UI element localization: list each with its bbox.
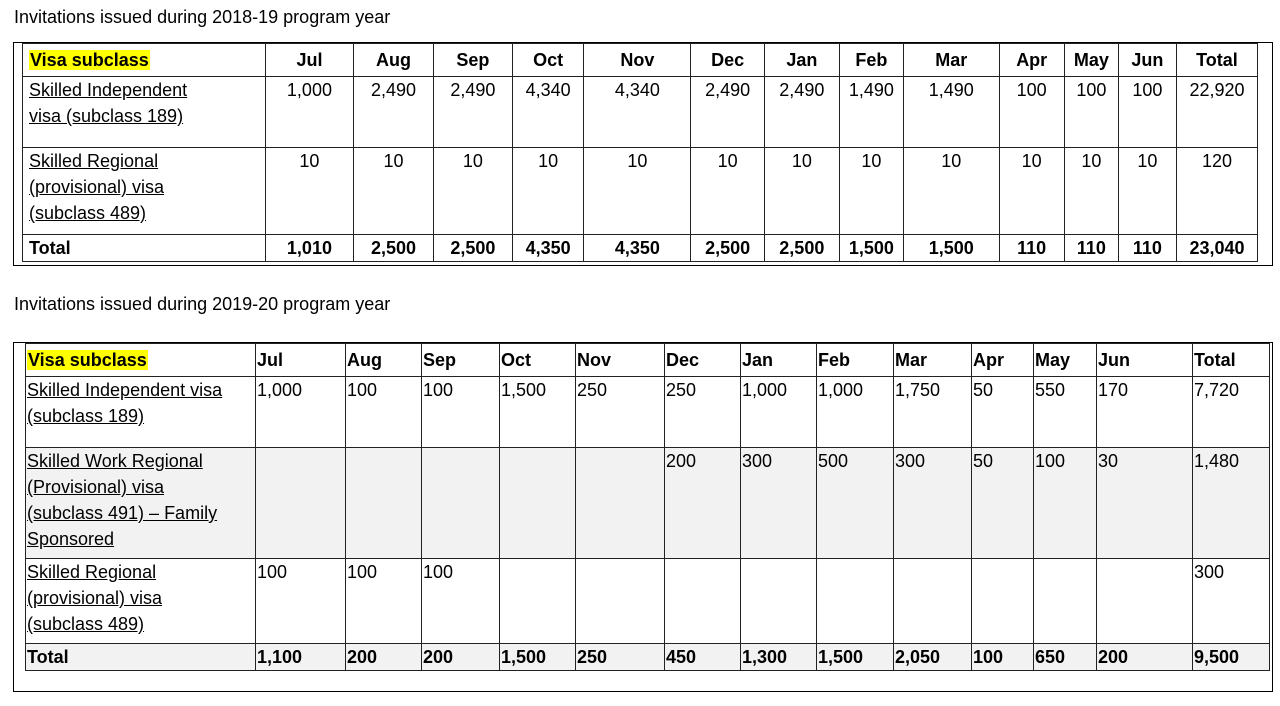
value-cell: 550 bbox=[1034, 377, 1097, 448]
header-apr: Apr bbox=[972, 344, 1034, 377]
total-value-cell: 4,350 bbox=[512, 235, 584, 262]
total-row bbox=[23, 235, 1258, 262]
total-value-cell: 2,500 bbox=[764, 235, 839, 262]
header-visa-subclass bbox=[26, 344, 256, 377]
value-cell: 50 bbox=[972, 448, 1034, 559]
header-sep: Sep bbox=[422, 344, 500, 377]
table-row bbox=[23, 148, 1258, 235]
header-feb: Feb bbox=[839, 44, 903, 77]
total-value-cell: 200 bbox=[422, 644, 500, 671]
total-value-cell: 250 bbox=[576, 644, 665, 671]
value-cell: 250 bbox=[665, 377, 741, 448]
value-cell bbox=[500, 448, 576, 559]
header-oct: Oct bbox=[512, 44, 584, 77]
value-cell: 10 bbox=[433, 148, 512, 235]
header-row bbox=[26, 344, 1270, 377]
total-value-cell: 2,050 bbox=[894, 644, 972, 671]
total-value-cell: 1,500 bbox=[904, 235, 999, 262]
value-cell: 1,000 bbox=[265, 77, 353, 148]
table-row bbox=[23, 77, 1258, 148]
table-row bbox=[26, 559, 1270, 644]
header-may: May bbox=[1034, 344, 1097, 377]
total-value-cell: 450 bbox=[665, 644, 741, 671]
header-total: Total bbox=[1193, 344, 1270, 377]
value-cell: 2,490 bbox=[354, 77, 434, 148]
value-cell: 200 bbox=[665, 448, 741, 559]
caption-2019-20: Invitations issued during 2019-20 program year bbox=[14, 294, 391, 314]
header-sep: Sep bbox=[433, 44, 512, 77]
value-cell: 10 bbox=[904, 148, 999, 235]
table-row bbox=[26, 377, 1270, 448]
header-oct: Oct bbox=[500, 344, 576, 377]
header-jan: Jan bbox=[764, 44, 839, 77]
header-dec: Dec bbox=[691, 44, 765, 77]
value-cell: 100 bbox=[1118, 77, 1176, 148]
total-value-cell: 110 bbox=[1064, 235, 1118, 262]
total-value-cell: 110 bbox=[1118, 235, 1176, 262]
value-cell bbox=[972, 559, 1034, 644]
value-cell: 10 bbox=[764, 148, 839, 235]
total-value-cell: 1,500 bbox=[500, 644, 576, 671]
value-cell: 100 bbox=[256, 559, 346, 644]
value-cell: 1,500 bbox=[500, 377, 576, 448]
value-cell: 2,490 bbox=[764, 77, 839, 148]
value-cell bbox=[576, 559, 665, 644]
visa-subclass-link[interactable]: (subclass 189) bbox=[27, 406, 145, 426]
visa-subclass-link[interactable]: Skilled Independent visa bbox=[27, 380, 223, 400]
visa-subclass-link[interactable]: (provisional) visa bbox=[27, 588, 163, 608]
total-value-cell: 200 bbox=[346, 644, 422, 671]
visa-subclass-cell bbox=[26, 559, 256, 644]
value-cell bbox=[1097, 559, 1193, 644]
value-cell: 1,750 bbox=[894, 377, 972, 448]
value-cell bbox=[741, 559, 817, 644]
value-cell bbox=[817, 559, 894, 644]
header-aug: Aug bbox=[354, 44, 434, 77]
header-row bbox=[23, 44, 1258, 77]
value-cell bbox=[500, 559, 576, 644]
value-cell: 10 bbox=[839, 148, 903, 235]
value-cell: 10 bbox=[691, 148, 765, 235]
header-total: Total bbox=[1176, 44, 1257, 77]
total-value-cell: 2,500 bbox=[433, 235, 512, 262]
total-value-cell: 1,100 bbox=[256, 644, 346, 671]
value-cell: 1,000 bbox=[256, 377, 346, 448]
value-cell: 100 bbox=[346, 559, 422, 644]
visa-subclass-link[interactable]: Skilled Independent bbox=[29, 80, 188, 100]
value-cell: 10 bbox=[512, 148, 584, 235]
visa-subclass-link[interactable]: (subclass 491) – Family bbox=[27, 503, 218, 523]
value-cell: 100 bbox=[422, 377, 500, 448]
value-cell: 1,000 bbox=[741, 377, 817, 448]
highlighted-header-label: Visa subclass bbox=[30, 50, 149, 70]
visa-subclass-link[interactable]: (subclass 489) bbox=[29, 203, 147, 223]
value-cell bbox=[665, 559, 741, 644]
value-cell: 300 bbox=[1193, 559, 1270, 644]
total-value-cell: 2,500 bbox=[691, 235, 765, 262]
header-feb: Feb bbox=[817, 344, 894, 377]
value-cell: 500 bbox=[817, 448, 894, 559]
value-cell: 1,480 bbox=[1193, 448, 1270, 559]
total-value-cell: 4,350 bbox=[584, 235, 691, 262]
header-jun: Jun bbox=[1118, 44, 1176, 77]
value-cell: 4,340 bbox=[512, 77, 584, 148]
value-cell: 1,490 bbox=[904, 77, 999, 148]
value-cell: 170 bbox=[1097, 377, 1193, 448]
value-cell bbox=[346, 448, 422, 559]
value-cell: 7,720 bbox=[1193, 377, 1270, 448]
value-cell: 100 bbox=[999, 77, 1064, 148]
caption-2018-19: Invitations issued during 2018-19 program year bbox=[14, 7, 391, 27]
total-value-cell: 1,300 bbox=[741, 644, 817, 671]
table-row bbox=[26, 448, 1270, 559]
total-value-cell: 110 bbox=[999, 235, 1064, 262]
value-cell: 50 bbox=[972, 377, 1034, 448]
header-aug: Aug bbox=[346, 344, 422, 377]
value-cell: 10 bbox=[999, 148, 1064, 235]
value-cell: 30 bbox=[1097, 448, 1193, 559]
value-cell: 300 bbox=[894, 448, 972, 559]
visa-subclass-link[interactable]: (provisional) visa bbox=[29, 177, 165, 197]
value-cell: 10 bbox=[584, 148, 691, 235]
total-value-cell: 2,500 bbox=[354, 235, 434, 262]
value-cell: 100 bbox=[346, 377, 422, 448]
header-mar: Mar bbox=[904, 44, 999, 77]
visa-subclass-cell bbox=[26, 377, 256, 448]
total-value-cell: 1,500 bbox=[839, 235, 903, 262]
header-nov: Nov bbox=[584, 44, 691, 77]
highlighted-header-label: Visa subclass bbox=[28, 350, 147, 370]
value-cell: 10 bbox=[354, 148, 434, 235]
header-jan: Jan bbox=[741, 344, 817, 377]
value-cell: 2,490 bbox=[433, 77, 512, 148]
value-cell: 1,490 bbox=[839, 77, 903, 148]
header-nov: Nov bbox=[576, 344, 665, 377]
total-label: Total bbox=[26, 644, 256, 671]
value-cell: 100 bbox=[1064, 77, 1118, 148]
visa-subclass-link[interactable]: Skilled Regional bbox=[27, 562, 157, 582]
header-dec: Dec bbox=[665, 344, 741, 377]
header-jul: Jul bbox=[256, 344, 346, 377]
visa-subclass-link[interactable]: visa (subclass 189) bbox=[29, 106, 184, 126]
value-cell: 250 bbox=[576, 377, 665, 448]
header-visa-subclass bbox=[23, 44, 266, 77]
value-cell: 300 bbox=[741, 448, 817, 559]
total-value-cell: 200 bbox=[1097, 644, 1193, 671]
visa-subclass-link[interactable]: Skilled Regional bbox=[29, 151, 159, 171]
value-cell bbox=[576, 448, 665, 559]
total-value-cell: 1,500 bbox=[817, 644, 894, 671]
value-cell: 10 bbox=[1064, 148, 1118, 235]
value-cell bbox=[422, 448, 500, 559]
value-cell: 4,340 bbox=[584, 77, 691, 148]
visa-subclass-link[interactable]: (subclass 489) bbox=[27, 614, 145, 634]
total-label: Total bbox=[23, 235, 266, 262]
total-value-cell: 650 bbox=[1034, 644, 1097, 671]
value-cell: 1,000 bbox=[817, 377, 894, 448]
value-cell: 120 bbox=[1176, 148, 1257, 235]
value-cell: 10 bbox=[1118, 148, 1176, 235]
total-value-cell: 100 bbox=[972, 644, 1034, 671]
value-cell: 22,920 bbox=[1176, 77, 1257, 148]
value-cell: 10 bbox=[265, 148, 353, 235]
invitations-table-2019-20 bbox=[25, 343, 1270, 671]
visa-subclass-link[interactable]: Skilled Work Regional bbox=[27, 451, 203, 471]
visa-subclass-cell bbox=[23, 148, 266, 235]
visa-subclass-link[interactable]: (Provisional) visa bbox=[27, 477, 165, 497]
header-may: May bbox=[1064, 44, 1118, 77]
value-cell: 100 bbox=[1034, 448, 1097, 559]
value-cell: 2,490 bbox=[691, 77, 765, 148]
total-value-cell: 23,040 bbox=[1176, 235, 1257, 262]
value-cell bbox=[894, 559, 972, 644]
invitations-table-2018-19 bbox=[22, 43, 1258, 262]
total-row bbox=[26, 644, 1270, 671]
total-value-cell: 9,500 bbox=[1193, 644, 1270, 671]
total-value-cell: 1,010 bbox=[265, 235, 353, 262]
header-apr: Apr bbox=[999, 44, 1064, 77]
header-jul: Jul bbox=[265, 44, 353, 77]
value-cell bbox=[1034, 559, 1097, 644]
visa-subclass-cell bbox=[26, 448, 256, 559]
value-cell bbox=[256, 448, 346, 559]
header-mar: Mar bbox=[894, 344, 972, 377]
visa-subclass-link[interactable]: Sponsored bbox=[27, 529, 115, 549]
visa-subclass-cell bbox=[23, 77, 266, 148]
value-cell: 100 bbox=[422, 559, 500, 644]
header-jun: Jun bbox=[1097, 344, 1193, 377]
